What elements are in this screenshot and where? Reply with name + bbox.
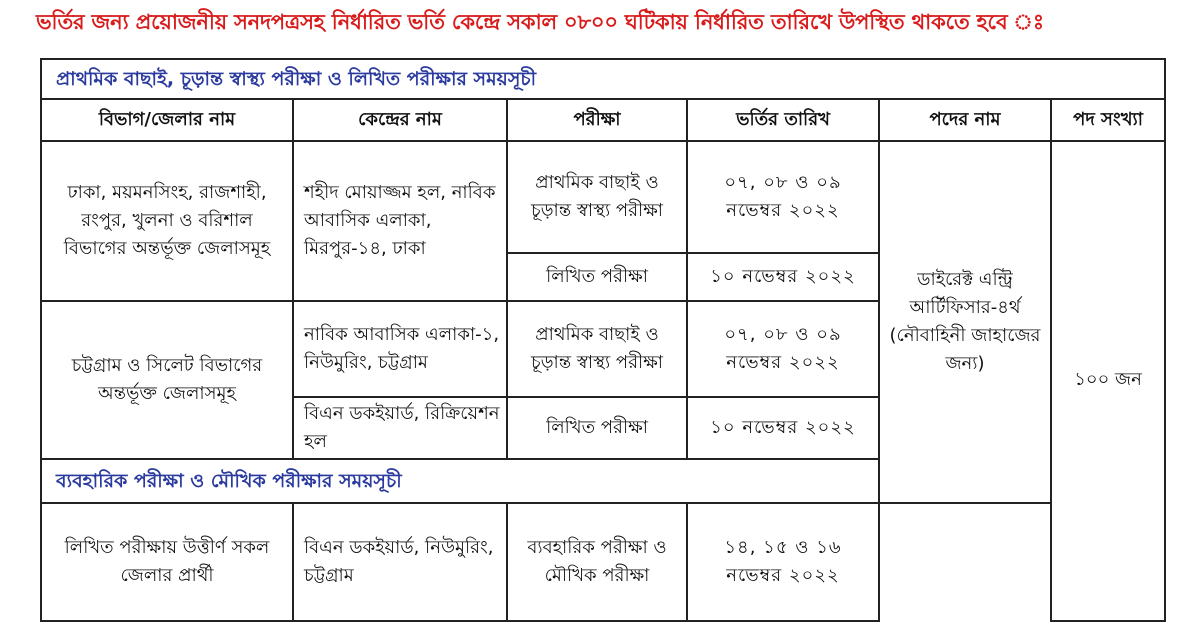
header-division: বিভাগ/জেলার নাম [41, 99, 293, 141]
schedule-table [40, 58, 1166, 622]
group2-exam-initial: প্রাথমিক বাছাই ও চূড়ান্ত স্বাস্থ্য পরীক্ষা [507, 301, 687, 397]
post-count: ১০০ জন [1051, 141, 1165, 621]
post-column-tail [879, 503, 1051, 621]
group3-exam: ব্যবহারিক পরীক্ষা ও মৌখিক পরীক্ষা [507, 503, 687, 621]
admission-notice: ভর্তির জন্য প্রয়োজনীয় সনদপত্রসহ নির্ধারিত ভর্তি কেন্দ্রে সকাল ০৮০০ ঘটিকায় নির্ধারিত তারিখে উপস্থিত থাকতে হবে ঃ [36, 10, 1044, 34]
header-exam: পরীক্ষা [507, 99, 687, 141]
group2-center-written: বিএন ডকইয়ার্ড, রিক্রিয়েশন হল [293, 397, 507, 459]
group2-date-written: ১০ নভেম্বর ২০২২ [687, 397, 879, 459]
section-title-practical-viva: ব্যবহারিক পরীক্ষা ও মৌখিক পরীক্ষার সময়সূচী [41, 459, 879, 503]
group1-exam-initial: প্রাথমিক বাছাই ও চূড়ান্ত স্বাস্থ্য পরীক্ষা [507, 141, 687, 253]
header-count: পদ সংখ্যা [1051, 99, 1165, 141]
group1-exam-written: লিখিত পরীক্ষা [507, 253, 687, 301]
group3-center: বিএন ডকইয়ার্ড, নিউমুরিং, চট্টগ্রাম [293, 503, 507, 621]
group2-center-initial: নাবিক আবাসিক এলাকা-১, নিউমুরিং, চট্টগ্রাম [293, 301, 507, 397]
section-title-initial-exams: প্রাথমিক বাছাই, চূড়ান্ত স্বাস্থ্য পরীক্ষা ও লিখিত পরীক্ষার সময়সূচী [41, 59, 1165, 99]
post-name: ডাইরেক্ট এন্ট্রি আর্টিফিসার-৪র্থ (নৌবাহিনী জাহাজের জন্য) [879, 141, 1051, 503]
header-center: কেন্দ্রের নাম [293, 99, 507, 141]
header-post: পদের নাম [879, 99, 1051, 141]
group3-date: ১৪, ১৫ ও ১৬ নভেম্বর ২০২২ [687, 503, 879, 621]
group1-date-written: ১০ নভেম্বর ২০২২ [687, 253, 879, 301]
group1-center: শহীদ মোয়াজ্জম হল, নাবিক আবাসিক এলাকা, মিরপুর-১৪, ঢাকা [293, 141, 507, 301]
group1-date-initial: ০৭, ০৮ ও ০৯ নভেম্বর ২০২২ [687, 141, 879, 253]
group2-date-initial: ০৭, ০৮ ও ০৯ নভেম্বর ২০২২ [687, 301, 879, 397]
group2-division: চট্টগ্রাম ও সিলেট বিভাগের অন্তর্ভূক্ত জেলাসমূহ [41, 301, 293, 459]
group1-division: ঢাকা, ময়মনসিংহ, রাজশাহী, রংপুর, খুলনা ও বরিশাল বিভাগের অন্তর্ভূক্ত জেলাসমূহ [41, 141, 293, 301]
header-date: ভর্তির তারিখ [687, 99, 879, 141]
group3-division: লিখিত পরীক্ষায় উত্তীর্ণ সকল জেলার প্রার্থী [41, 503, 293, 621]
group2-exam-written: লিখিত পরীক্ষা [507, 397, 687, 459]
